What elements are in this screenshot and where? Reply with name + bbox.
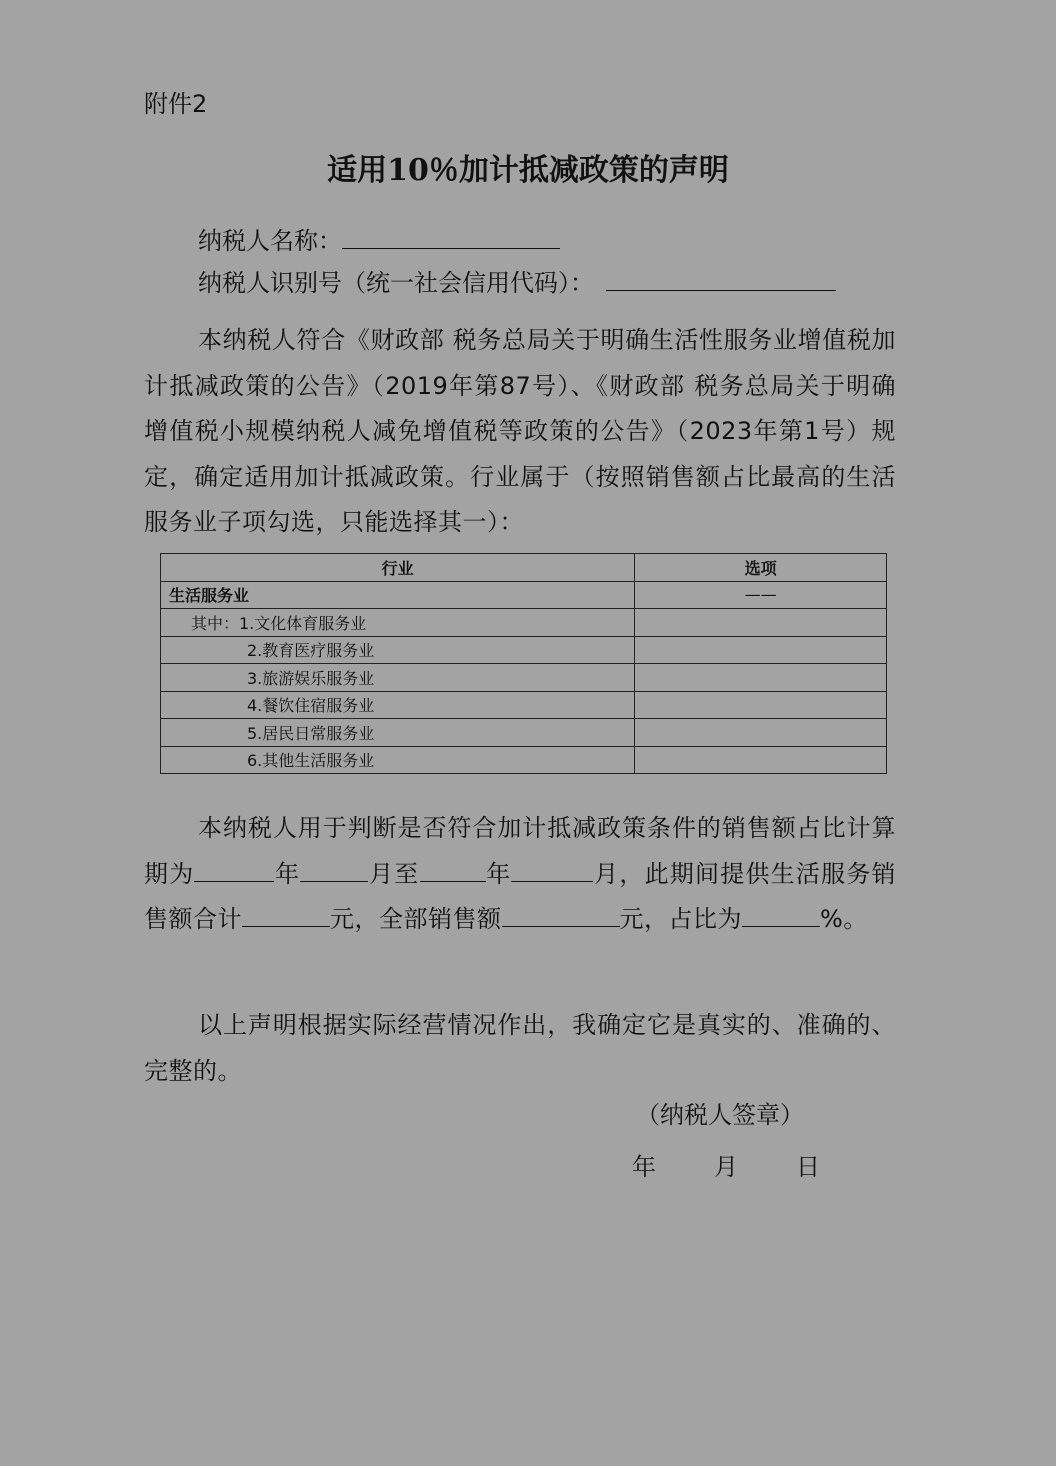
- declaration-paragraph-1: 本纳税人符合《财政部 税务总局关于明确生活性服务业增值税加计抵减政策的公告》（2019年第87号）、《财政部 税务总局关于明确增值税小规模纳税人减免增值税等政策的公告》（2023年第1号）规定，确定适用加计抵减政策。行业属于（按照销售额占比最高的生活服务业子项勾选，只能选择其一）：: [144, 326, 896, 536]
- ratio-text: 元，占比为: [619, 905, 742, 933]
- declaration-paragraph-3: 以上声明根据实际经营情况作出，我确定它是真实的、准确的、完整的。: [144, 1011, 896, 1085]
- table-row: [161, 691, 887, 719]
- header-industry: 行业: [161, 554, 635, 582]
- industry-cell: 3.旅游娱乐服务业: [161, 664, 635, 692]
- year-unit: 年: [485, 859, 512, 888]
- attachment-label: 附件2: [144, 90, 208, 118]
- table-row: [161, 664, 887, 692]
- year-unit: 年: [274, 859, 301, 888]
- industry-cell: 6.其他生活服务业: [161, 746, 635, 774]
- option-checkbox-cell[interactable]: [635, 636, 887, 664]
- taxpayer-id-label: 纳税人识别号（统一社会信用代码）：: [198, 269, 594, 297]
- table-row: [161, 746, 887, 774]
- signature-date: [632, 1150, 820, 1184]
- ratio-blank[interactable]: [742, 898, 820, 927]
- industry-cell: 2.教育医疗服务业: [161, 636, 635, 664]
- document-title: 适用10％加计抵减政策的声明: [327, 153, 729, 188]
- declaration-paragraph-2: [144, 806, 896, 943]
- service-sales-text: 月，此期间提供生活服务销售额合计: [144, 859, 897, 933]
- industry-cell: 4.餐饮住宿服务业: [161, 691, 635, 719]
- calc-period-text: 本纳税人用于判断是否符合加计抵减政策条件的销售额占比计算期为: [144, 814, 896, 888]
- date-month: 月: [714, 1153, 738, 1181]
- month-to-text: 月至: [368, 859, 420, 888]
- table-row: [161, 636, 887, 664]
- option-checkbox-cell[interactable]: [635, 719, 887, 747]
- option-checkbox-cell[interactable]: [635, 609, 887, 637]
- start-month-blank[interactable]: [300, 853, 368, 882]
- date-year: 年: [632, 1153, 656, 1181]
- taxpayer-name-line: [198, 222, 560, 258]
- taxpayer-signature-label: （纳税人签章）: [636, 1101, 804, 1129]
- option-checkbox-cell[interactable]: [635, 746, 887, 774]
- option-checkbox-cell[interactable]: [635, 664, 887, 692]
- end-year-blank[interactable]: [420, 853, 486, 882]
- industry-cell: 生活服务业: [161, 581, 635, 609]
- table-row: [161, 719, 887, 747]
- header-option: 选项: [635, 554, 887, 582]
- industry-cell: 5.居民日常服务业: [161, 719, 635, 747]
- taxpayer-id-blank[interactable]: [606, 264, 836, 291]
- industry-cell: 其中：1.文化体育服务业: [161, 609, 635, 637]
- industry-table: [160, 553, 887, 774]
- percent-text: %。: [820, 905, 868, 933]
- start-year-blank[interactable]: [194, 853, 274, 882]
- table-row: [161, 581, 887, 609]
- total-sales-blank[interactable]: [502, 898, 620, 927]
- date-day: 日: [796, 1153, 820, 1181]
- table-header-row: [161, 554, 887, 582]
- service-sales-blank[interactable]: [242, 898, 330, 927]
- option-cell: ——: [635, 581, 887, 609]
- option-checkbox-cell[interactable]: [635, 691, 887, 719]
- total-sales-text: 元，全部销售额: [330, 905, 502, 933]
- taxpayer-id-line: [198, 264, 836, 300]
- taxpayer-name-label: 纳税人名称：: [198, 227, 342, 255]
- table-row: [161, 609, 887, 637]
- taxpayer-name-blank[interactable]: [342, 222, 560, 249]
- end-month-blank[interactable]: [511, 853, 593, 882]
